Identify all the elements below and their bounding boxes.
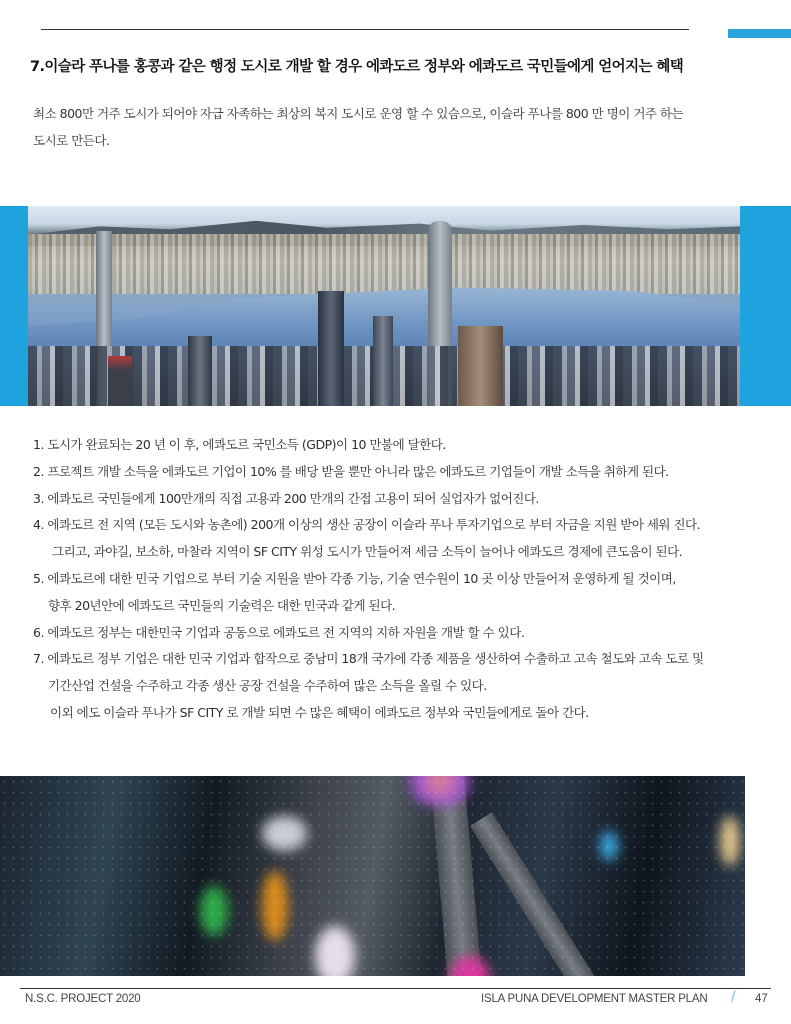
closing-note: 이외 에도 이슬라 푸나가 SF CITY 로 개발 되면 수 많은 혜택이 에콰도르 정부와 국민들에게로 돌아 간다.: [50, 704, 589, 720]
skyscraper: [188, 336, 212, 406]
hong-kong-skyline-photo: [28, 206, 740, 406]
intro-line-2: 도시로 만든다.: [33, 133, 110, 148]
benefit-item-4-continuation: 그리고, 과야길, 보소하, 마찰라 지역이 SF CITY 위성 도시가 만들어져 세금 소득이 늘어나 에콰도르 경제에 큰도움이 된다.: [52, 544, 683, 560]
benefit-item-1: 1. 도시가 완료되는 20 년 이 후, 에콰도르 국민소득 (GDP)이 10 만불에 달한다.: [33, 437, 446, 452]
skyscraper: [108, 356, 132, 406]
city-window-lights: [0, 776, 745, 976]
neon-city-photo: [0, 776, 745, 976]
page-number: 47: [755, 993, 768, 1005]
header-rule: [41, 29, 689, 30]
benefit-item-4: 4. 에콰도르 전 지역 (모든 도시와 농촌에) 200개 이상의 생산 공장이 이슬라 푸나 투자기업으로 부터 자금을 지원 받아 세워 진다.: [33, 517, 701, 533]
intro-line-1: 최소 800만 거주 도시가 되어야 자급 자족하는 최상의 복지 도시로 운영 할 수 있슴으로, 이슬라 푸나를 800 만 명이 거주 하는: [33, 106, 684, 121]
skyscraper: [318, 291, 344, 406]
benefits-list: [33, 432, 753, 727]
far-city-buildings: [28, 234, 740, 294]
benefit-item-6: 6. 에콰도르 정부는 대한민국 기업과 공동으로 에콰도르 전 지역의 지하 자원을 개발 할 수 있다.: [33, 624, 525, 640]
benefit-item-3: 3. 에콰도르 국민들에게 100만개의 직접 고용과 200 만개의 간접 고용이 되어 실업자가 없어진다.: [33, 490, 539, 506]
benefit-item-2: 2. 프로젝트 개발 소득을 에콰도르 기업이 10% 를 배당 받을 뿐만 아니라 많은 에콰도르 기업들이 개발 소득을 취하게 된다.: [33, 463, 669, 479]
benefit-item-5: 5. 에콰도르에 대한 민국 기업으로 부터 기술 지원을 받아 각종 기능, 기술 연수원이 10 곳 이상 만들어져 운영하게 될 것이며,: [33, 570, 676, 586]
benefit-item-7: 7. 에콰도르 정부 기업은 대한 민국 기업과 합작으로 중남미 18개 국가에 각종 제품을 생산하여 수출하고 고속 철도와 고속 도로 및: [33, 651, 704, 667]
skyscraper: [373, 316, 393, 406]
footer-project-label: N.S.C. PROJECT 2020: [25, 993, 141, 1005]
footer-separator: /: [731, 989, 736, 1006]
footer-document-title: ISLA PUNA DEVELOPMENT MASTER PLAN: [481, 993, 708, 1005]
footer-rule: [20, 988, 771, 989]
section-heading: 7.이슬라 푸나를 홍콩과 같은 행정 도시로 개발 할 경우 에콰도르 정부와 에콰도르 국민들에게 얻어지는 혜택: [30, 59, 684, 75]
header-accent-tab: [728, 29, 791, 38]
benefit-item-5-continuation: 향후 20년안에 에콰도르 국민들의 기술력은 대한 민국과 같게 된다.: [48, 597, 396, 613]
skyscraper: [458, 326, 503, 406]
benefit-item-7-continuation: 기간산업 건설을 수주하고 각종 생산 공장 건설을 수주하여 많은 소득을 올릴 수 있다.: [48, 678, 487, 694]
intro-paragraph: [33, 100, 733, 154]
